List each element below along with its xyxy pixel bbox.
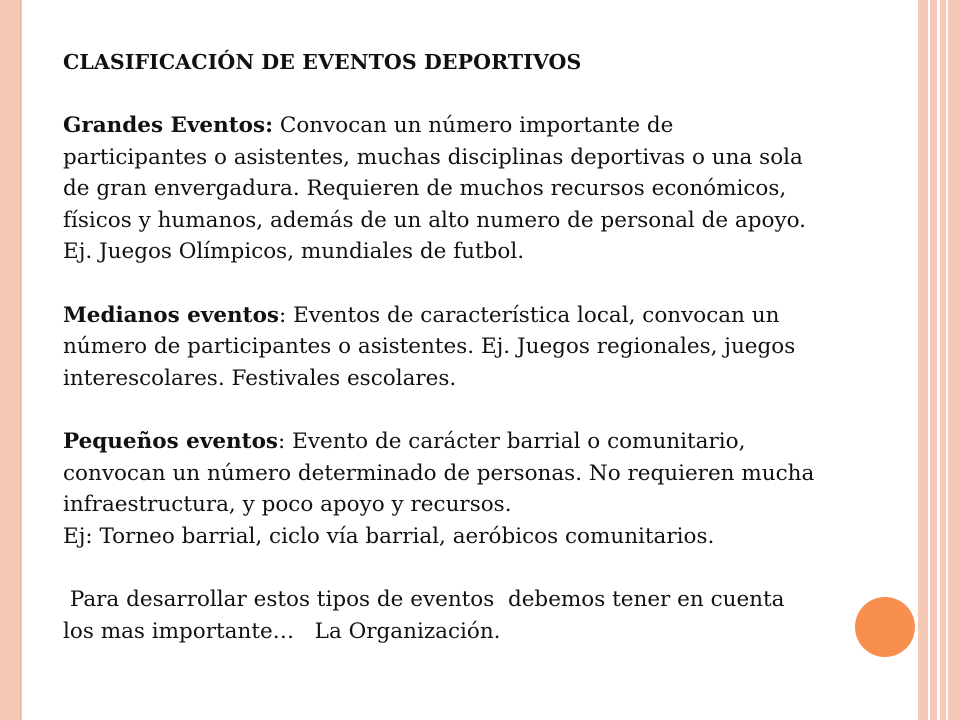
right-frame-border (918, 0, 960, 720)
section-text: Ej: Torneo barrial, ciclo vía barrial, aeróbicos comunitarios. (63, 523, 715, 549)
closing-text: Para desarrollar estos tipos de eventos debemos tener en cuenta (63, 586, 785, 612)
text-line (63, 300, 923, 332)
left-frame-border (0, 0, 22, 720)
right-frame-stripe (946, 0, 948, 720)
section-text: Convocan un número importante de (273, 113, 674, 138)
section-medianos-eventos (63, 300, 923, 395)
closing-paragraph (63, 584, 923, 647)
text-line (63, 110, 923, 142)
section-text: interescolares. Festivales escolares. (63, 365, 457, 391)
section-grandes-eventos (63, 110, 923, 268)
section-text: físicos y humanos, además de un alto numero de personal de apoyo. (63, 207, 806, 233)
section-heading: Medianos eventos (63, 302, 280, 328)
section-heading: Pequeños eventos (63, 428, 279, 454)
text-line (63, 426, 923, 458)
section-text: número de participantes o asistentes. Ej. Juegos regionales, juegos (63, 334, 796, 360)
slide-content (63, 50, 923, 679)
section-heading: Grandes Eventos: (63, 113, 274, 138)
section-text: : Evento de carácter barrial o comunitario, (278, 428, 746, 454)
closing-text: los mas importante… La Organización. (63, 618, 501, 644)
section-text: convocan un número determinado de personas. No requieren mucha (63, 460, 815, 486)
left-frame-line (20, 0, 21, 720)
section-text: Ej. Juegos Olímpicos, mundiales de futbol. (63, 239, 525, 265)
right-frame-stripe (928, 0, 930, 720)
section-text: de gran envergadura. Requieren de muchos recursos económicos, (63, 176, 787, 202)
section-text: : Eventos de característica local, convocan un (279, 302, 780, 328)
section-text: participantes o asistentes, muchas disciplinas deportivas o una sola (63, 144, 803, 170)
section-pequenos-eventos (63, 426, 923, 552)
right-frame-stripe (937, 0, 940, 720)
section-text: infraestructura, y poco apoyo y recursos. (63, 492, 512, 518)
slide-title: CLASIFICACIÓN DE EVENTOS DEPORTIVOS (63, 50, 582, 74)
